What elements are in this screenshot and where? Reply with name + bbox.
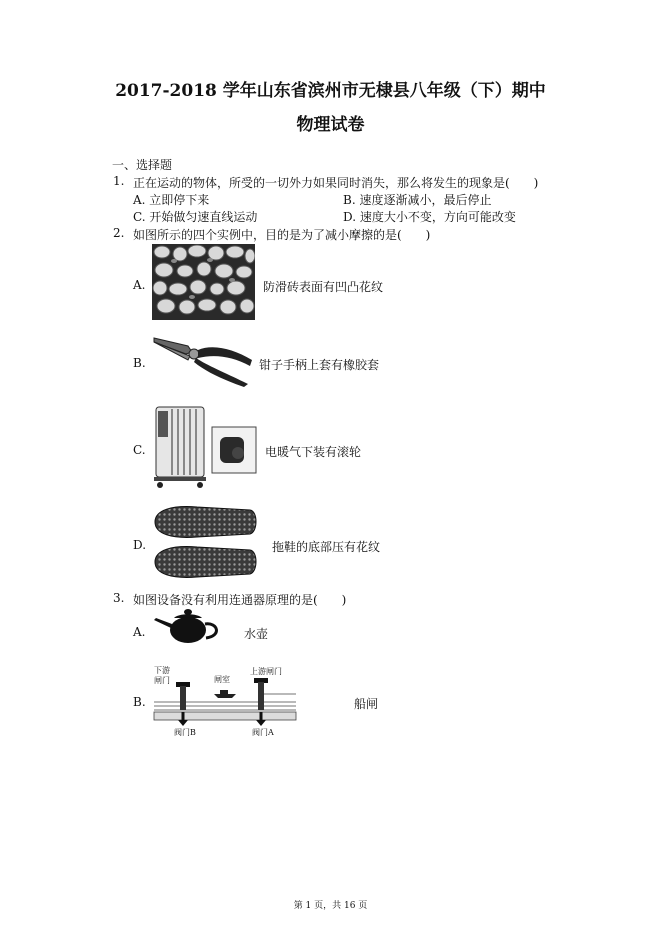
lock-label-downstream-gate: 下游 闸门 [154,666,170,685]
q1-option-b: B. 速度逐渐减小，最后停止 [343,193,492,207]
teapot-image [152,608,224,646]
q2-option-a-letter: A. [133,278,146,292]
page-title-line1: 2017-2018 学年山东省滨州市无棣县八年级（下）期中 [115,81,546,101]
q1-number: 1. [113,174,125,188]
q3-option-a-letter: A. [133,625,146,639]
q2-option-c-caption: 电暖气下装有滚轮 [265,445,362,459]
page-footer: 第 1 页，共 16 页 [293,901,368,911]
q2-number: 2. [113,226,125,240]
q3-option-b-letter: B. [133,695,146,709]
lock-label-chamber: 闸室 [214,675,230,684]
q3-option-a-caption: 水壶 [244,627,269,641]
q2-option-a-caption: 防滑砖表面有凹凸花纹 [263,280,384,294]
anti-slip-tile-image [152,244,255,320]
q3-option-b-caption: 船闸 [354,697,379,711]
lock-label-valve-b: 阀门B [174,728,196,737]
q2-option-d-letter: D. [133,538,147,552]
q1-stem: 正在运动的物体，所受的一切外力如果同时消失，那么将发生的现象是( ) [133,176,539,190]
q1-option-a: A. 立即停下来 [133,193,210,207]
ship-lock-diagram [152,664,298,738]
electric-heater-image [152,403,260,489]
q2-option-c-letter: C. [133,443,146,457]
q2-option-b-letter: B. [133,356,146,370]
lock-label-valve-a: 阀门A [252,728,274,737]
q1-option-c: C. 开始做匀速直线运动 [133,210,258,224]
lock-label-upstream-gate: 上游闸门 [250,667,282,676]
q3-stem: 如图设备没有利用连通器原理的是( ) [133,593,347,607]
q2-option-d-caption: 拖鞋的底部压有花纹 [272,540,381,554]
q3-number: 3. [113,591,125,605]
slipper-sole-image [152,502,259,582]
q2-stem: 如图所示的四个实例中，目的是为了减小摩擦的是( ) [133,228,431,242]
pliers-image [152,330,255,388]
page-title-line2: 物理试卷 [296,115,365,135]
q1-option-d: D. 速度大小不变，方向可能改变 [343,210,516,224]
section-label: 一、选择题 [112,158,173,172]
q2-option-b-caption: 钳子手柄上套有橡胶套 [259,358,380,372]
